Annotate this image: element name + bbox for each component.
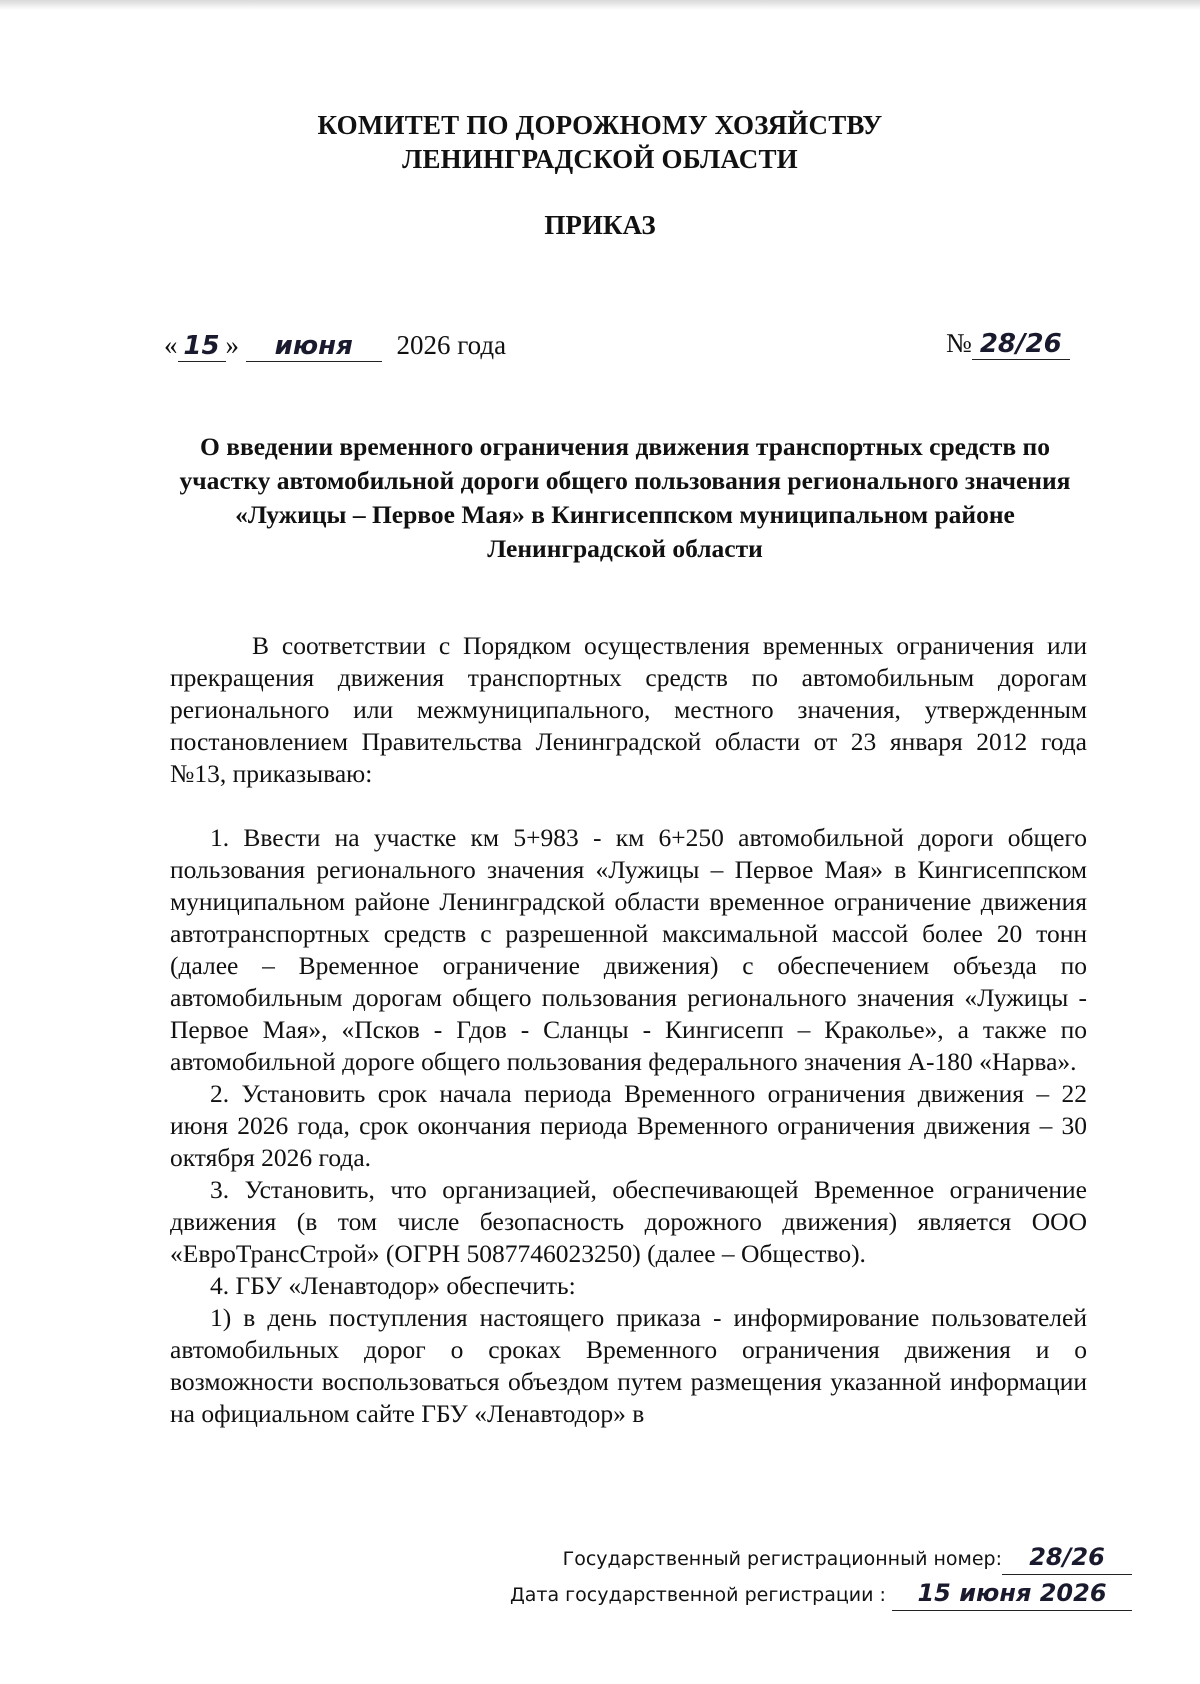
document-type-title: ПРИКАЗ xyxy=(544,210,656,240)
handwritten-order-number: 28/26 xyxy=(972,329,1070,360)
date-year: 2026 года xyxy=(396,330,507,360)
committee-name-line2: ЛЕНИНГРАДСКОЙ ОБЛАСТИ xyxy=(402,144,798,174)
order-item: 1) в день поступления настоящего приказа - информирование пользователей автомобильных дорог о сроках Временного ограничения движения и о возможности воспользоваться объездом путем размещения указанной информации на официальном сайте ГБУ «Ленавтодор» в xyxy=(170,1303,1087,1428)
committee-name-line1: КОМИТЕТ ПО ДОРОЖНОМУ ХОЗЯЙСТВУ xyxy=(317,110,883,140)
number-prefix: № xyxy=(946,328,972,358)
order-item: 3. Установить, что организацией, обеспечивающей Временное ограничение движения (в том числе безопасность дорожного движения) является ООО «ЕвроТрансСтрой» (ОГРН 5087746023250) (далее – Общество). xyxy=(170,1175,1087,1268)
handwritten-month: июня xyxy=(246,331,382,362)
registration-number-line xyxy=(510,1540,1132,1576)
intro-paragraph: В соответствии с Порядком осуществления временных ограничения или прекращения движения транспортных средств по автомобильным дорогам регионального или межмуниципального, местного значения, утвержденным постановлением Правительства Ленинградской области от 23 января 2012 года №13, приказываю: xyxy=(170,631,1087,788)
date-open-quote: « xyxy=(164,330,178,360)
date-close-quote: » xyxy=(225,330,239,360)
scan-edge xyxy=(0,0,1200,10)
registration-number-label: Государственный регистрационный номер: xyxy=(562,1548,1002,1570)
handwritten-registration-date: 15 июня 2026 xyxy=(892,1576,1132,1611)
order-date xyxy=(164,330,506,362)
handwritten-registration-number: 28/26 xyxy=(1002,1540,1132,1575)
registration-stamp xyxy=(510,1540,1132,1612)
order-item: 1. Ввести на участке км 5+983 - км 6+250 автомобильной дороги общего пользования регионального значения «Лужицы – Первое Мая» в Кингисеппском муниципальном районе Ленинградской области временное ограничение движения автотранспортных средств с разрешенной максимальной массой более 20 тонн (далее – Временное ограничение движения) с обеспечением объезда по автомобильным дорогам общего пользования регионального значения «Лужицы - Первое Мая», «Псков - Гдов - Сланцы - Кингисепп – Краколье», а также по автомобильной дороге общего пользования федерального значения А-180 «Нарва». xyxy=(170,823,1087,1076)
committee-header xyxy=(0,108,1200,176)
handwritten-day: 15 xyxy=(178,331,226,362)
order-number xyxy=(946,328,1070,360)
order-item: 2. Установить срок начала периода Временного ограничения движения – 22 июня 2026 года, срок окончания периода Временного ограничения движения – 30 октября 2026 года. xyxy=(170,1079,1087,1172)
order-items xyxy=(170,822,1087,1430)
order-subject: О введении временного ограничения движения транспортных средств по участку автомобильной дороги общего пользования регионального значения «Лужицы – Первое Мая» в Кингисеппском муниципальном районе Ленинградской области xyxy=(179,432,1071,563)
registration-date-label: Дата государственной регистрации : xyxy=(509,1584,886,1606)
registration-date-line xyxy=(510,1576,1132,1612)
order-item: 4. ГБУ «Ленавтодор» обеспечить: xyxy=(210,1271,576,1300)
